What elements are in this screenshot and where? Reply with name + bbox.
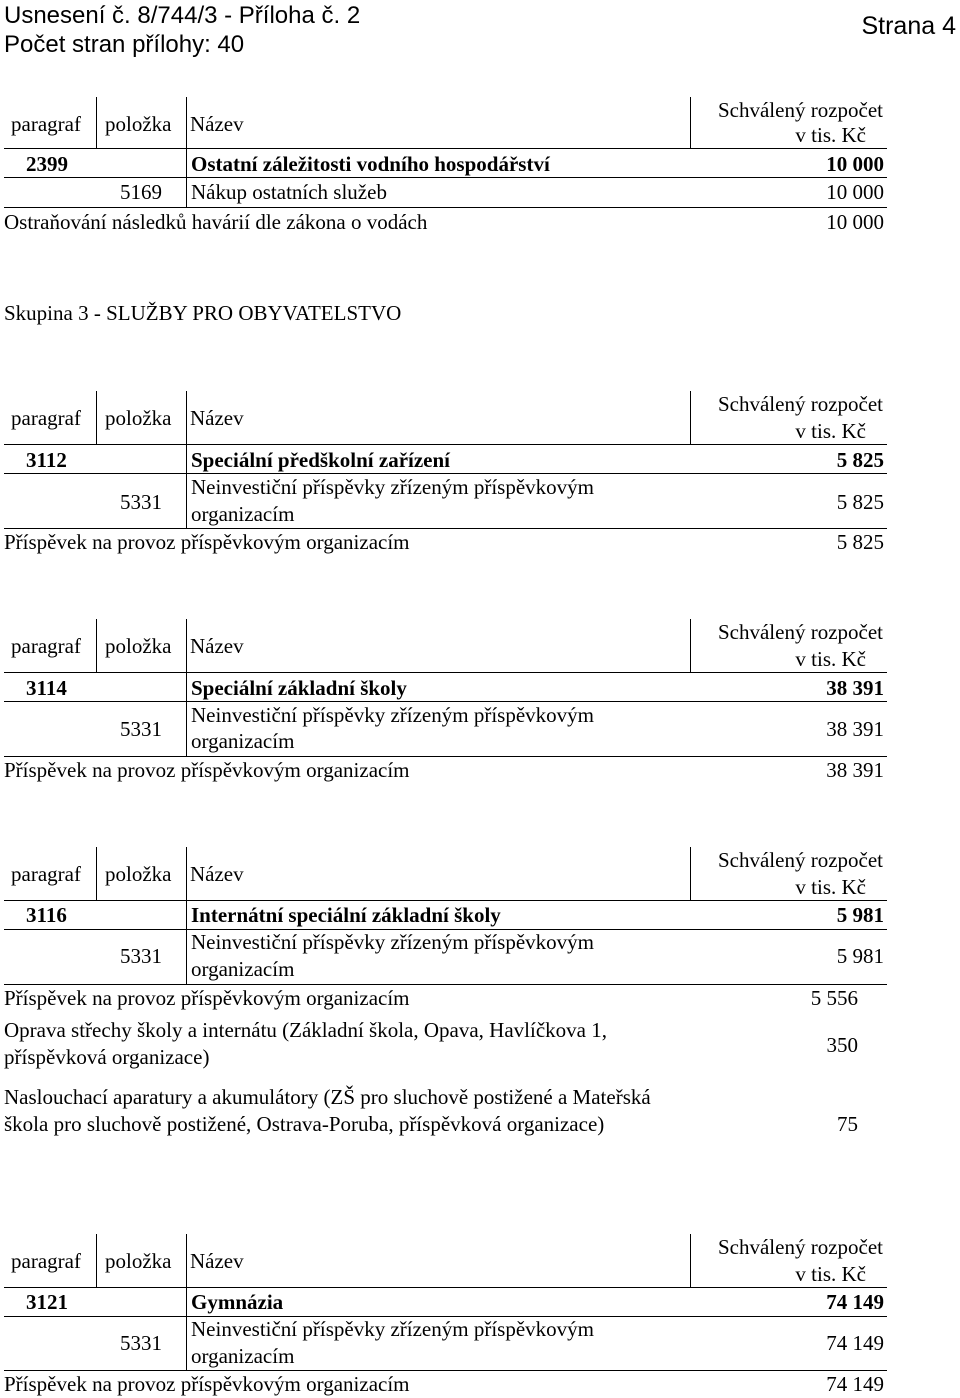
paragraf-amount: 5 981: [836, 903, 884, 927]
col-header-budget: Schválený rozpočet: [717, 392, 883, 416]
polozka-name-line2: organizacím: [191, 502, 295, 526]
purpose-amount: 38 391: [826, 758, 884, 782]
col-header-nazev: Název: [190, 862, 244, 886]
col-header-paragraf: paragraf: [11, 862, 81, 886]
col-header-polozka: položka: [105, 112, 172, 136]
col-header-nazev: Název: [190, 406, 244, 430]
polozka-name-line2: organizacím: [191, 729, 295, 753]
item-roof-repair-amount: 350: [826, 1033, 858, 1057]
paragraf-amount: 5 825: [836, 448, 884, 472]
paragraf-code: 3112: [26, 448, 67, 472]
polozka-amount: 5 981: [836, 944, 884, 968]
polozka-amount: 38 391: [826, 717, 884, 741]
paragraf-name: Speciální předškolní zařízení: [191, 448, 451, 472]
col-header-nazev: Název: [190, 112, 244, 136]
purpose-amount: 74 149: [826, 1372, 884, 1396]
purpose-text: Příspěvek na provoz příspěvkovým organizacím: [4, 986, 410, 1010]
col-header-budget: Schválený rozpočet: [717, 98, 883, 122]
col-header-budget-unit: v tis. Kč: [795, 875, 866, 899]
col-header-budget-unit: v tis. Kč: [795, 1262, 866, 1286]
polozka-name-line1: Neinvestiční příspěvky zřízeným příspěvkovým: [191, 703, 594, 727]
polozka-amount: 10 000: [826, 180, 884, 204]
resolution-title: Usnesení č. 8/744/3 - Příloha č. 2: [4, 2, 361, 29]
polozka-name-line1: Neinvestiční příspěvky zřízeným příspěvkovým: [191, 930, 594, 954]
purpose-amount: 5 825: [836, 530, 884, 554]
paragraf-amount: 38 391: [826, 676, 884, 700]
paragraf-code: 2399: [26, 152, 68, 176]
polozka-name: Nákup ostatních služeb: [191, 180, 387, 204]
col-header-budget-unit: v tis. Kč: [795, 419, 866, 443]
page-number: Strana 4: [861, 12, 956, 40]
paragraf-amount: 74 149: [826, 1290, 884, 1314]
polozka-code: 5331: [120, 1331, 162, 1355]
paragraf-code: 3116: [26, 903, 67, 927]
paragraf-name: Ostatní záležitosti vodního hospodářství: [191, 152, 550, 176]
purpose-text: Příspěvek na provoz příspěvkovým organizacím: [4, 530, 410, 554]
col-header-nazev: Název: [190, 634, 244, 658]
paragraf-code: 3114: [26, 676, 67, 700]
polozka-code: 5169: [120, 180, 162, 204]
polozka-code: 5331: [120, 944, 162, 968]
paragraf-code: 3121: [26, 1290, 68, 1314]
purpose-text: Příspěvek na provoz příspěvkovým organizacím: [4, 1372, 410, 1396]
col-header-polozka: položka: [105, 1249, 172, 1273]
col-header-budget-unit: v tis. Kč: [795, 647, 866, 671]
col-header-budget: Schválený rozpočet: [717, 1235, 883, 1259]
page-count: Počet stran přílohy: 40: [4, 31, 245, 58]
purpose-text: Příspěvek na provoz příspěvkovým organizacím: [4, 758, 410, 782]
col-header-budget: Schválený rozpočet: [717, 620, 883, 644]
polozka-name-line1: Neinvestiční příspěvky zřízeným příspěvkovým: [191, 475, 594, 499]
col-header-paragraf: paragraf: [11, 406, 81, 430]
paragraf-name: Gymnázia: [191, 1290, 284, 1314]
purpose-amount: 5 556: [810, 986, 858, 1010]
col-header-paragraf: paragraf: [11, 1249, 81, 1273]
polozka-code: 5331: [120, 490, 162, 514]
item-roof-repair: Oprava střechy školy a internátu (Základní škola, Opava, Havlíčkova 1, příspěvková organizace): [4, 1018, 607, 1069]
col-header-polozka: položka: [105, 406, 172, 430]
polozka-name-line2: organizacím: [191, 1344, 295, 1368]
paragraf-name: Speciální základní školy: [191, 676, 407, 700]
polozka-name-line1: Neinvestiční příspěvky zřízeným příspěvkovým: [191, 1317, 594, 1341]
polozka-code: 5331: [120, 717, 162, 741]
purpose-amount: 10 000: [826, 210, 884, 234]
paragraf-name: Internátní speciální základní školy: [191, 903, 501, 927]
col-header-budget: Schválený rozpočet: [717, 848, 883, 872]
polozka-amount: 5 825: [836, 490, 884, 514]
paragraf-amount: 10 000: [826, 152, 884, 176]
col-header-budget-unit: v tis. Kč: [795, 123, 866, 147]
col-header-paragraf: paragraf: [11, 112, 81, 136]
col-header-paragraf: paragraf: [11, 634, 81, 658]
col-header-nazev: Název: [190, 1249, 244, 1273]
group-title: Skupina 3 - SLUŽBY PRO OBYVATELSTVO: [4, 301, 402, 325]
col-header-polozka: položka: [105, 634, 172, 658]
polozka-amount: 74 149: [826, 1331, 884, 1355]
polozka-name-line2: organizacím: [191, 957, 295, 981]
item-hearing-aids: Naslouchací aparatury a akumulátory (ZŠ pro sluchově postižené a Mateřská škola pro sluchově postižené, Ostrava-Poruba, příspěvková organizace): [4, 1085, 651, 1136]
purpose-text: Ostraňování následků havárií dle zákona o vodách: [4, 210, 428, 234]
col-header-polozka: položka: [105, 862, 172, 886]
item-hearing-aids-amount: 75: [837, 1112, 858, 1136]
